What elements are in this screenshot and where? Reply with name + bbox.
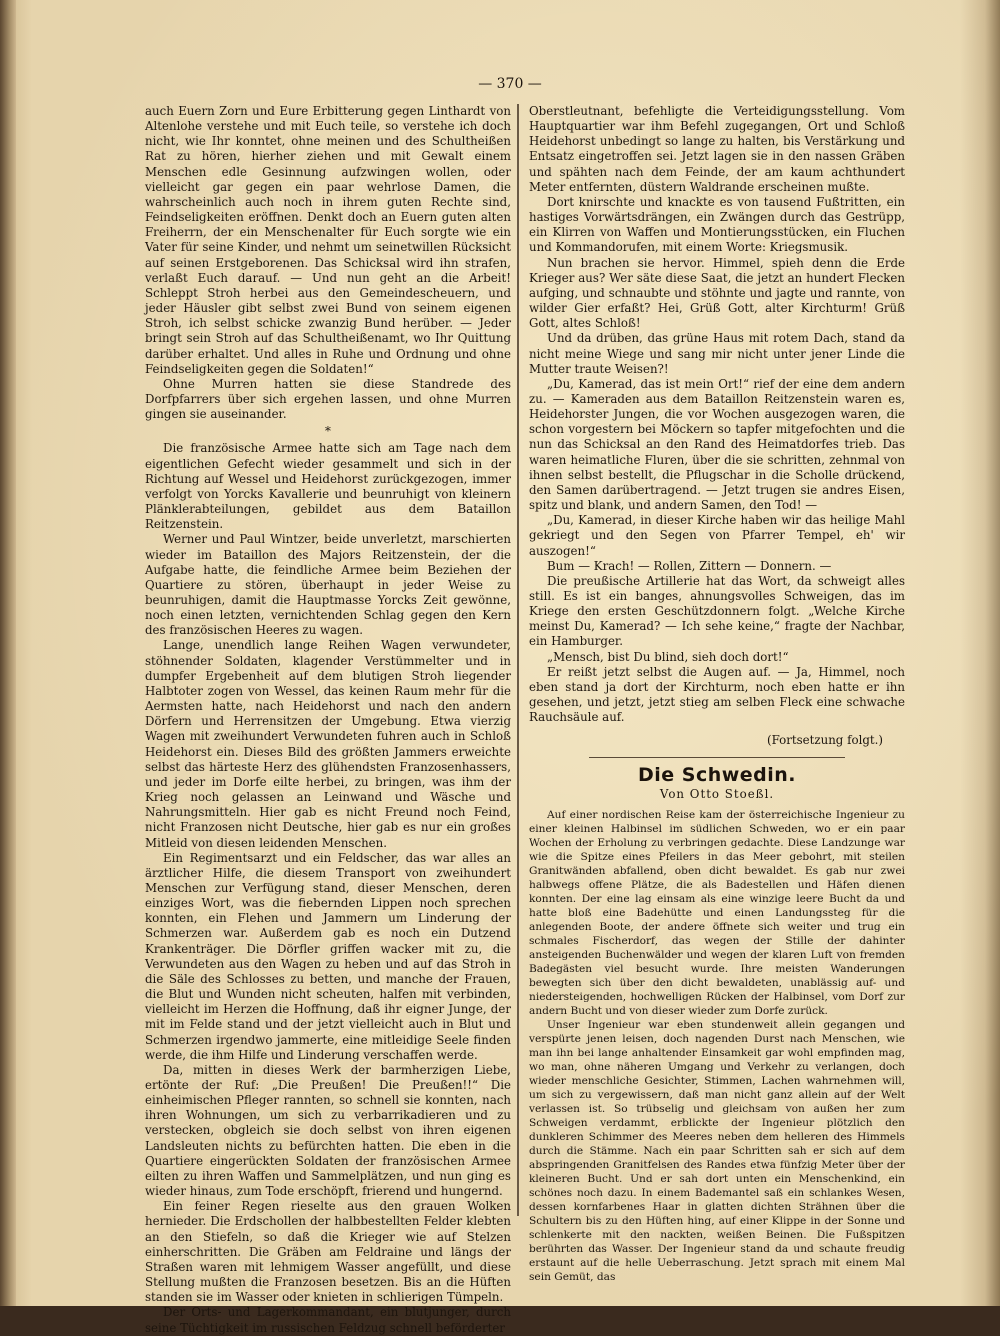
story-divider [589,757,845,758]
right-column [529,104,905,1283]
left-column [145,104,511,1335]
paragraph: Er reißt jetzt selbst die Augen auf. — Ja, Himmel, noch eben stand ja dort der Kirchturm, noch eben hatte er ihn gesehen, und jetzt, jetzt stieg am selben Fleck eine schwache Rauchsäule auf. [529,664,905,725]
paragraph: auch Euern Zorn und Eure Erbitterung gegen Linthardt von Altenlohe verstehe und mit Euch teile, so verstehe ich doch nicht, wie Ihr konntet, ohne meinen und des Schultheißen Rat zu hören, hierher ziehen und mit Gewalt einem Menschen edle Gesinnung aufzwingen wollen, oder vielleicht gar gegen ein paar wehrlose Damen, die wahrscheinlich auch noch in ihrem guten Rechte sind, Feindseligkeiten eröffnen. Denkt doch an Euern guten alten Freiherrn, der ein Menschenalter für Euch sorgte wie ein Vater für seine Kinder, und nehmt um seinetwillen Rücksicht auf seinen Erstgeborenen. Das Schicksal wird ihn strafen, verlaßt Euch darauf. — Und nun geht an die Arbeit! Schleppt Stroh herbei aus den Gemeindescheuern, und jeder Häusler gibt selbst zwei Bund von seinem eigenen Stroh, ich selbst schicke zwanzig Bund herüber. — Jeder bringt sein Stroh auf das Schultheißenamt, wo Ihr Quittung darüber erhaltet. Und alles in Ruhe und Ordnung und ohne Feindseligkeiten gegen die Soldaten!“ [145,104,511,376]
story-title: Die Schwedin. [637,763,797,786]
paragraph: Die preußische Artillerie hat das Wort, da schweigt alles still. Es ist ein banges, ahnungsvolles Schweigen, das im Kriege den ersten Geschützdonnern folgt. „Welche Kirche meinst Du, Kamerad? — Ich sehe keine,“ fragte der Nachbar, ein Hamburger. [529,573,905,649]
paragraph: Ein Regimentsarzt und ein Feldscher, das war alles an ärztlicher Hilfe, die diesem Transport von zweihundert Menschen zur Verfügung stand, dieser Menschen, deren einziges Wort, was die fiebernden Lippen noch sprechen konnten, ein Flehen und Jammern um Linderung der Schmerzen war. Außerdem gab es noch ein Dutzend Krankenträger. Die Dörfler griffen wacker mit zu, die Verwundeten aus den Wagen zu heben und auf das Stroh in die Säle des Schlosses zu betten, und manche der Frauen, die Blut und Wunden nicht scheuten, halfen mit verbinden, vielleicht im Herzen die Hoffnung, daß ihr eigner Junge, der mit im Felde stand und der jetzt vielleicht auch in Blut und Schmerzen irgendwo jammerte, eine mitleidige Seele finden werde, die ihm Hilfe und Linderung verschaffen werde. [145,850,511,1062]
paragraph: „Du, Kamerad, in dieser Kirche haben wir das heilige Mahl gekriegt und den Segen von Pfarrer Tempel, eh' wir auszogen!“ [529,513,905,558]
paragraph: Ein feiner Regen rieselte aus den grauen Wolken hernieder. Die Erdschollen der halbbestellten Felder klebten an den Stiefeln, so daß die Krieger wie auf Stelzen einherschritten. Die Gräben am Feldraine und längs der Straßen waren mit lehmigem Wasser angefüllt, und diese Stellung mußten die Franzosen besetzen. Bis an die Hüften standen sie im Wasser oder knieten in schlierigen Tümpeln. [145,1199,511,1305]
paragraph: Und da drüben, das grüne Haus mit rotem Dach, stand da nicht meine Wiege und sang mir nicht unter jener Linde die Mutter traute Weisen?! [529,331,905,376]
paragraph: Lange, unendlich lange Reihen Wagen verwundeter, stöhnender Soldaten, klagender Verstümmelter und in dumpfer Ergebenheit auf dem blutigen Stroh liegender Halbtoter zogen von Wessel, das keinen Raum mehr für die Aermsten hatte, nach Heidehorst und nach den andern Dörfern und Herrensitzen der Umgebung. Etwa vierzig Wagen mit zweihundert Verwundeten fuhren auch in Schloß Heidehorst ein. Dieses Bild des größten Jammers erweichte selbst das härteste Herz des glühendsten Franzosenhassers, und jeder im Dorfe eilte herbei, zu bringen, was ihm der Krieg noch gelassen an Leinwand und Wäsche und Nahrungsmitteln. Hier gab es nicht Freund noch Feind, nicht Franzosen nicht Deutsche, hier gab es nur ein großes Mitleid von diesen leidenden Menschen. [145,638,511,850]
column-rule [517,104,519,1216]
paragraph: Ohne Murren hatten sie diese Standrede des Dorfpfarrers über sich ergehen lassen, und ohne Murren gingen sie auseinander. [145,376,511,422]
paragraph: Der Orts- und Lagerkommandant, ein blutjunger, durch seine Tüchtigkeit im russischen Feldzug schnell beförderter [145,1305,511,1335]
paragraph: Bum — Krach! — Rollen, Zittern — Donnern. — [547,558,832,573]
page-number: — 370 — [478,76,542,92]
paragraph: Dort knirschte und knackte es von tausend Fußtritten, ein hastiges Vorwärtsdrängen, ein Zwängen durch das Gestrüpp, ein Klirren von Waffen und Montierungsstücken, ein Fluchen und Kommandorufen, mit einem Worte: Kriegsmusik. [529,194,905,255]
page-binding [0,0,16,1306]
continuation-note: (Fortsetzung folgt.) [767,733,883,748]
section-separator: * [325,424,331,439]
paragraph: Oberstleutnant, befehligte die Verteidigungsstellung. Vom Hauptquartier war ihm Befehl zugegangen, Ort und Schloß Heidehorst unbedingt so lange zu halten, bis Verstärkung und Entsatz eingetroffen sei. Jetzt lagen sie in den nassen Gräben und spähten nach dem Feinde, der am kaum achthundert Meter entfernten, düstern Waldrande erscheinen mußte. [529,104,905,194]
paragraph: Werner und Paul Wintzer, beide unverletzt, marschierten wieder im Bataillon des Majors Reitzenstein, der die Aufgabe hatte, die feindliche Armee beim Beziehen der Quartiere zu stören, überhaupt in jeder Weise zu beunruhigen, damit die Hauptmasse Yorcks Zeit gewönne, noch einen letzten, vernichtenden Schlag gegen den Kern des französischen Heeres zu wagen. [145,532,511,638]
paragraph: Nun brachen sie hervor. Himmel, spieh denn die Erde Krieger aus? Wer säte diese Saat, die jetzt an hundert Flecken aufging, und schnaubte und stöhnte und jagte und rannte, von wilder Gier erfaßt? Hei, Grüß Gott, alter Kirchturm! Grüß Gott, altes Schloß! [529,255,905,331]
paragraph: Da, mitten in dieses Werk der barmherzigen Liebe, ertönte der Ruf: „Die Preußen! Die Preußen!!“ Die einheimischen Pfleger rannten, so schnell sie konnten, nach ihren Wohnungen, um sich zu verbarrikadieren und zu verstecken, obgleich sie doch selbst von ihren eigenen Landsleuten nichts zu befürchten hatten. Die eben in die Quartiere eingerückten Soldaten der französischen Armee eilten zu ihren Waffen und Sammelplätzen, und nun ging es wieder hinaus, zum Tode erschöpft, frierend und hungernd. [145,1062,511,1199]
paragraph: „Mensch, bist Du blind, sieh doch dort!“ [547,649,789,664]
paragraph: Auf einer nordischen Reise kam der österreichische Ingenieur zu einer kleinen Halbinsel im südlichen Schweden, wo er ein paar Wochen der Erholung zu verbringen gedachte. Diese Landzunge war wie die Spitze eines Pfeilers in das Meer gebohrt, mit steilen Granitwänden abfallend, oben dicht bewaldet. Es gab nur zwei halbwegs offene Plätze, die als Badestellen und Häfen dienen konnten. Der eine lag einsam als eine winzige leere Bucht da und hatte bloß eine Badehütte und einen Landungssteg für die anlegenden Boote, der andere öffnete sich weiter und trug ein schmales Fischerdorf, das wegen der Stille der dahinter ansteigenden Buchenwälder und wegen der klaren Luft von fremden Badegästen viel besucht wurde. Ihre meisten Wanderungen bewegten sich über den dicht bewaldeten, unablässig auf- und niedersteigenden, hochwelligen Rücken der Halbinsel, vom Dorf zur andern Bucht und von dieser wieder zum Dorfe zurück. [529,808,905,1017]
paragraph: „Du, Kamerad, das ist mein Ort!“ rief der eine dem andern zu. — Kameraden aus dem Bataillon Reitzenstein waren es, Heidehorster Jungen, die vor Wochen ausgezogen waren, die schon vorgestern bei Möckern so tapfer mitgefochten und die nun das Schicksal an den Rand des Heimatdorfes trieb. Das waren heimatliche Fluren, über die sie schritten, zehnmal von ihnen selbst bestellt, die Pflugschar in die Scholle drückend, den Samen darübertragend. — Jetzt trugen sie andres Eisen, spitz und blank, und andern Samen, den Tod! — [529,376,905,513]
story-byline: Von Otto Stoeßl. [659,786,775,801]
paragraph: Unser Ingenieur war eben stundenweit allein gegangen und verspürte jenen leisen, doch nagenden Durst nach Menschen, wie man ihn bei lange anhaltender Einsamkeit gar wohl empfinden mag, wo man, ohne näheren Umgang und Verkehr zu verlangen, doch wieder menschliche Gesichter, Stimmen, Lachen wahrnehmen will, um sich zu vergewissern, daß man nicht ganz allein auf der Welt verlassen ist. So trübselig und gleichsam von außen her zum Schweigen verdammt, erblickte der Ingenieur plötzlich den dunkleren Schimmer des Meeres neben dem helleren des Himmels durch die Stämme. Nach ein paar Schritten sah er sich auf dem abspringenden Granitfelsen des Randes etwa fünfzig Meter über der kleineren Bucht. Und er sah dort unten ein Menschenkind, ein schönes noch dazu. In einem Bademantel saß ein schlankes Wesen, dessen kornfarbenes Haar in glatten dichten Strähnen über die Schultern bis zu den Hüften hing, auf einer Klippe in der Sonne und schlenkerte mit den nackten, weißen Beinen. Die Fußspitzen berührten das Wasser. Der Ingenieur stand da und schaute freudig erstaunt auf die helle Ueberraschung. Jetzt sprach mit einem Mal sein Gemüt, das [529,1018,905,1283]
paragraph: Die französische Armee hatte sich am Tage nach dem eigentlichen Gefecht wieder gesammelt und sich in der Richtung auf Wessel und Heidehorst zurückgezogen, immer verfolgt von Yorcks Kavallerie und beunruhigt von kleinern Plänklerabteilungen, gebildet aus dem Bataillon Reitzenstein. [145,441,511,532]
